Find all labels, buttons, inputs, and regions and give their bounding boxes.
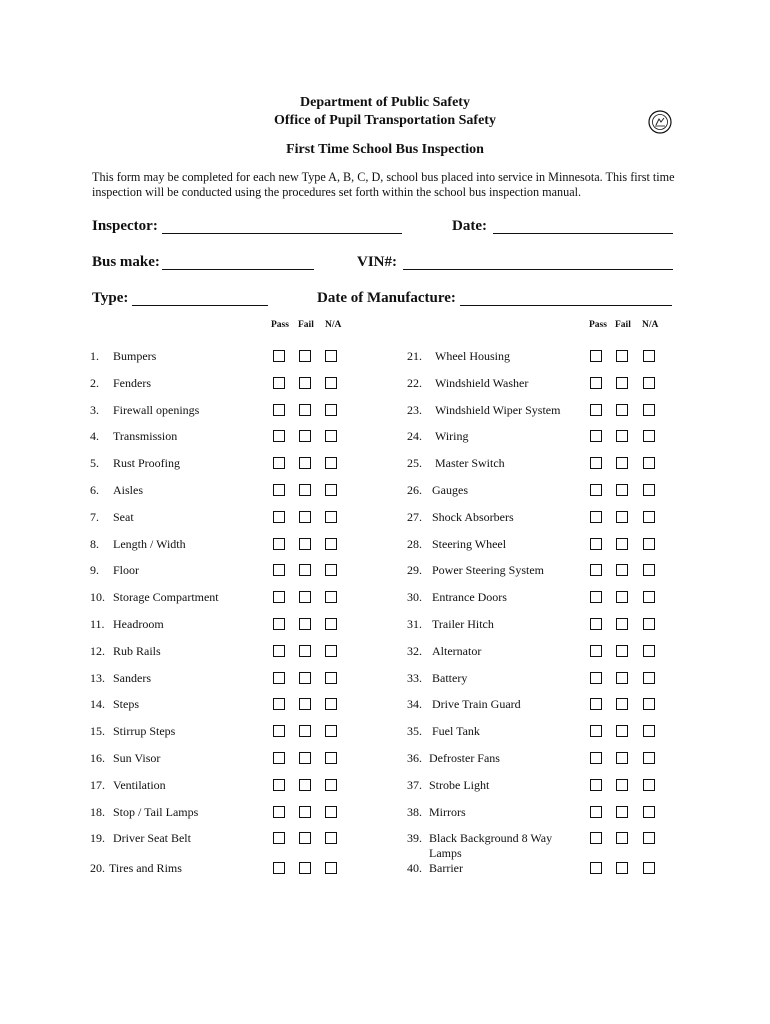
na-checkbox[interactable] (643, 404, 655, 416)
pass-checkbox[interactable] (273, 591, 285, 603)
na-checkbox[interactable] (643, 752, 655, 764)
fail-checkbox[interactable] (616, 645, 628, 657)
item-number: 27. (407, 509, 422, 524)
item-label: Wiring (435, 429, 469, 444)
item-number: 40. (407, 861, 422, 875)
item-number: 13. (90, 670, 105, 685)
na-checkbox[interactable] (643, 779, 655, 791)
item-number: 38. (407, 804, 422, 819)
pass-checkbox[interactable] (273, 457, 285, 469)
fail-checkbox[interactable] (299, 725, 311, 737)
na-checkbox[interactable] (643, 806, 655, 818)
fail-checkbox[interactable] (299, 698, 311, 710)
pass-checkbox[interactable] (590, 404, 602, 416)
pass-checkbox[interactable] (590, 832, 602, 844)
na-header-right: N/A (642, 320, 659, 330)
fail-checkbox[interactable] (299, 457, 311, 469)
item-number: 17. (90, 777, 105, 792)
item-number: 2. (90, 375, 99, 390)
type-label: Type: (92, 290, 129, 306)
date-of-manufacture-field[interactable] (460, 305, 672, 306)
fail-checkbox[interactable] (616, 698, 628, 710)
item-label: Aisles (113, 483, 143, 497)
pass-checkbox[interactable] (590, 564, 602, 576)
fail-checkbox[interactable] (616, 862, 628, 874)
item-label: Length / Width (113, 536, 186, 551)
item-label: Sanders (113, 670, 151, 685)
intro-text: This form may be completed for each new Type A, B, C, D, school bus placed into service in Minnesota. This first time inspection will be conducted using the procedures set forth within the school bus inspection manual. (92, 170, 675, 199)
item-number: 28. (407, 536, 422, 551)
item-label: Entrance Doors (432, 590, 507, 605)
item-label: Rub Rails (113, 643, 161, 658)
item-label: Drive Train Guard (432, 697, 521, 712)
inspector-label: Inspector: (92, 218, 158, 234)
na-checkbox[interactable] (643, 672, 655, 684)
item-number: 29. (407, 563, 422, 578)
na-checkbox[interactable] (643, 484, 655, 496)
pass-checkbox[interactable] (273, 672, 285, 684)
item-label: Master Switch (435, 456, 505, 471)
fail-checkbox[interactable] (616, 591, 628, 603)
pass-checkbox[interactable] (273, 698, 285, 710)
item-number: 16. (90, 751, 105, 765)
item-label: Mirrors (429, 804, 466, 819)
item-number: 22. (407, 375, 422, 390)
inspector-field[interactable] (162, 233, 402, 234)
item-number: 1. (90, 349, 99, 363)
fail-checkbox[interactable] (299, 672, 311, 684)
pass-checkbox[interactable] (273, 564, 285, 576)
pass-checkbox[interactable] (273, 618, 285, 630)
fail-header-left: Fail (298, 320, 314, 330)
pass-checkbox[interactable] (590, 430, 602, 442)
item-number: 36. (407, 751, 422, 765)
fail-checkbox[interactable] (299, 377, 311, 389)
na-checkbox[interactable] (325, 779, 337, 791)
na-checkbox[interactable] (325, 645, 337, 657)
na-checkbox[interactable] (325, 832, 337, 844)
fail-checkbox[interactable] (616, 484, 628, 496)
pass-checkbox[interactable] (273, 404, 285, 416)
fail-checkbox[interactable] (616, 832, 628, 844)
item-label: Rust Proofing (113, 456, 181, 471)
pass-checkbox[interactable] (273, 430, 285, 442)
item-label: Stop / Tail Lamps (113, 804, 199, 819)
pass-checkbox[interactable] (590, 698, 602, 710)
pass-checkbox[interactable] (273, 377, 285, 389)
item-number: 39. (407, 831, 422, 846)
fail-checkbox[interactable] (299, 752, 311, 764)
item-number: 9. (90, 563, 99, 578)
na-checkbox[interactable] (325, 484, 337, 496)
pass-checkbox[interactable] (590, 511, 602, 523)
form-title: First Time School Bus Inspection (286, 142, 484, 157)
item-label: Power Steering System (432, 563, 544, 578)
item-label: Ventilation (113, 777, 166, 792)
item-number: 4. (90, 429, 99, 444)
pass-checkbox[interactable] (590, 591, 602, 603)
item-number: 31. (407, 617, 422, 631)
item-number: 35. (407, 724, 422, 739)
na-checkbox[interactable] (325, 350, 337, 362)
item-number: 20. (90, 861, 105, 875)
pass-checkbox[interactable] (273, 779, 285, 791)
item-number: 32. (407, 643, 422, 658)
item-number: 23. (407, 402, 422, 417)
pass-header-right: Pass (589, 320, 607, 330)
fail-checkbox[interactable] (299, 564, 311, 576)
pass-checkbox[interactable] (273, 350, 285, 362)
date-field[interactable] (493, 233, 673, 234)
item-number: 33. (407, 670, 422, 685)
fail-checkbox[interactable] (299, 538, 311, 550)
na-checkbox[interactable] (325, 404, 337, 416)
na-checkbox[interactable] (325, 725, 337, 737)
pass-header-left: Pass (271, 320, 289, 330)
fail-checkbox[interactable] (616, 430, 628, 442)
item-label: Windshield Washer (435, 375, 529, 390)
pass-checkbox[interactable] (590, 618, 602, 630)
fail-checkbox[interactable] (299, 484, 311, 496)
pass-checkbox[interactable] (273, 832, 285, 844)
item-number: 24. (407, 429, 422, 444)
pass-checkbox[interactable] (590, 645, 602, 657)
item-number: 19. (90, 831, 105, 846)
item-label: Floor (113, 563, 140, 578)
pass-checkbox[interactable] (273, 645, 285, 657)
na-checkbox[interactable] (643, 645, 655, 657)
item-label: Driver Seat Belt (113, 831, 191, 846)
na-checkbox[interactable] (643, 564, 655, 576)
item-label: Steering Wheel (432, 536, 507, 551)
na-checkbox[interactable] (325, 457, 337, 469)
na-checkbox[interactable] (643, 538, 655, 550)
na-checkbox[interactable] (325, 698, 337, 710)
fail-checkbox[interactable] (299, 591, 311, 603)
na-checkbox[interactable] (643, 725, 655, 737)
pass-checkbox[interactable] (273, 538, 285, 550)
na-checkbox[interactable] (325, 430, 337, 442)
fail-checkbox[interactable] (616, 404, 628, 416)
pass-checkbox[interactable] (590, 752, 602, 764)
pass-checkbox[interactable] (590, 779, 602, 791)
na-checkbox[interactable] (643, 377, 655, 389)
item-label: Wheel Housing (435, 349, 510, 363)
na-checkbox[interactable] (643, 350, 655, 362)
item-label: Firewall openings (113, 402, 200, 417)
pass-checkbox[interactable] (590, 538, 602, 550)
item-number: 30. (407, 590, 422, 605)
item-label: Storage Compartment (113, 590, 219, 605)
item-number: 8. (90, 536, 99, 551)
na-checkbox[interactable] (325, 806, 337, 818)
item-number: 26. (407, 483, 422, 497)
fail-checkbox[interactable] (616, 806, 628, 818)
item-label: Alternator (432, 643, 482, 658)
item-label: Trailer Hitch (432, 617, 494, 631)
na-checkbox[interactable] (643, 862, 655, 874)
item-label: Sun Visor (113, 751, 161, 765)
fail-checkbox[interactable] (299, 404, 311, 416)
pass-checkbox[interactable] (590, 672, 602, 684)
fail-checkbox[interactable] (616, 511, 628, 523)
pass-checkbox[interactable] (590, 806, 602, 818)
item-number: 21. (407, 349, 422, 363)
bus-make-field[interactable] (162, 269, 314, 270)
item-label: Defroster Fans (429, 751, 500, 765)
item-label: Seat (113, 509, 134, 524)
pass-checkbox[interactable] (273, 725, 285, 737)
item-label: Bumpers (113, 349, 157, 363)
na-checkbox[interactable] (325, 538, 337, 550)
fail-checkbox[interactable] (616, 457, 628, 469)
item-label: Gauges (432, 483, 468, 497)
fail-checkbox[interactable] (616, 538, 628, 550)
vin-field[interactable] (403, 269, 673, 270)
pass-checkbox[interactable] (590, 862, 602, 874)
item-label: Strobe Light (429, 777, 490, 792)
fail-checkbox[interactable] (616, 377, 628, 389)
item-number: 3. (90, 402, 99, 417)
fail-checkbox[interactable] (616, 779, 628, 791)
item-number: 34. (407, 697, 422, 712)
item-number: 37. (407, 777, 422, 792)
item-label: Fenders (113, 375, 151, 390)
na-checkbox[interactable] (643, 618, 655, 630)
pass-checkbox[interactable] (273, 862, 285, 874)
fail-checkbox[interactable] (616, 672, 628, 684)
fail-checkbox[interactable] (299, 511, 311, 523)
item-number: 14. (90, 697, 105, 712)
bus-make-label: Bus make: (92, 254, 160, 270)
item-number: 5. (90, 456, 99, 471)
pass-checkbox[interactable] (273, 752, 285, 764)
item-number: 10. (90, 590, 105, 605)
item-number: 11. (90, 617, 105, 631)
item-label: Windshield Wiper System (435, 402, 561, 417)
item-number: 18. (90, 804, 105, 819)
fail-checkbox[interactable] (299, 645, 311, 657)
item-number: 15. (90, 724, 105, 739)
date-of-manufacture-label: Date of Manufacture: (317, 290, 456, 306)
pass-checkbox[interactable] (273, 511, 285, 523)
na-checkbox[interactable] (643, 457, 655, 469)
item-label: Headroom (113, 617, 164, 631)
item-label: Stirrup Steps (113, 724, 176, 739)
fail-checkbox[interactable] (299, 832, 311, 844)
item-label: Shock Absorbers (432, 509, 514, 524)
na-checkbox[interactable] (325, 564, 337, 576)
fail-checkbox[interactable] (616, 752, 628, 764)
item-label: Fuel Tank (432, 724, 480, 739)
na-checkbox[interactable] (325, 672, 337, 684)
item-number: 6. (90, 483, 99, 497)
fail-checkbox[interactable] (616, 725, 628, 737)
fail-header-right: Fail (615, 320, 631, 330)
item-label: Barrier (429, 861, 463, 875)
na-checkbox[interactable] (643, 832, 655, 844)
pass-checkbox[interactable] (273, 484, 285, 496)
pass-checkbox[interactable] (273, 806, 285, 818)
fail-checkbox[interactable] (299, 350, 311, 362)
state-seal-icon (648, 110, 672, 134)
item-label: Tires and Rims (109, 861, 182, 875)
na-checkbox[interactable] (643, 511, 655, 523)
na-checkbox[interactable] (325, 591, 337, 603)
na-checkbox[interactable] (643, 698, 655, 710)
fail-checkbox[interactable] (616, 350, 628, 362)
fail-checkbox[interactable] (616, 618, 628, 630)
na-checkbox[interactable] (325, 511, 337, 523)
pass-checkbox[interactable] (590, 725, 602, 737)
item-number: 25. (407, 456, 422, 471)
fail-checkbox[interactable] (299, 779, 311, 791)
item-label: Black Background 8 Way Lamps (429, 831, 553, 861)
fail-checkbox[interactable] (299, 618, 311, 630)
na-checkbox[interactable] (325, 862, 337, 874)
pass-checkbox[interactable] (590, 484, 602, 496)
fail-checkbox[interactable] (616, 564, 628, 576)
na-checkbox[interactable] (643, 591, 655, 603)
fail-checkbox[interactable] (299, 806, 311, 818)
na-checkbox[interactable] (643, 430, 655, 442)
pass-checkbox[interactable] (590, 350, 602, 362)
item-label: Transmission (113, 429, 178, 444)
date-label: Date: (452, 218, 487, 234)
fail-checkbox[interactable] (299, 862, 311, 874)
pass-checkbox[interactable] (590, 457, 602, 469)
item-label: Steps (113, 697, 140, 712)
item-number: 12. (90, 643, 105, 658)
vin-label: VIN#: (357, 254, 397, 270)
na-checkbox[interactable] (325, 752, 337, 764)
type-field[interactable] (132, 305, 268, 306)
na-checkbox[interactable] (325, 377, 337, 389)
na-checkbox[interactable] (325, 618, 337, 630)
department-title: Department of Public Safety (300, 95, 470, 110)
fail-checkbox[interactable] (299, 430, 311, 442)
na-header-left: N/A (325, 320, 342, 330)
pass-checkbox[interactable] (590, 377, 602, 389)
item-label: Battery (432, 670, 468, 685)
office-title: Office of Pupil Transportation Safety (274, 113, 496, 128)
item-number: 7. (90, 509, 99, 524)
